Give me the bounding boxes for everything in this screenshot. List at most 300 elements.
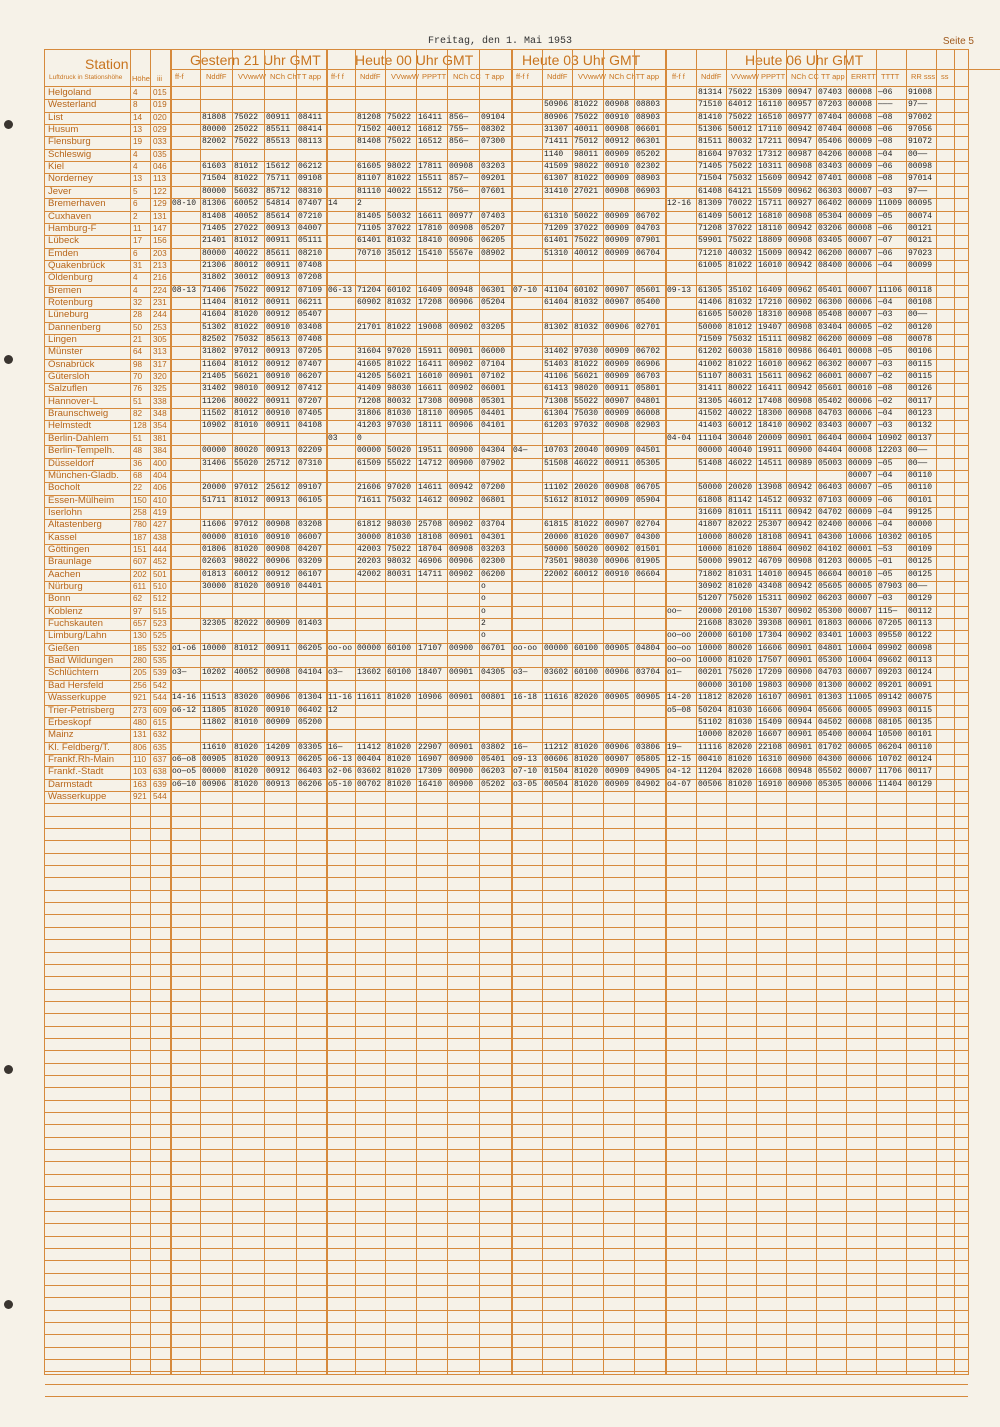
- obs-cell: 81020: [234, 705, 259, 715]
- obs-cell: 81020: [234, 779, 259, 789]
- station-name: Trier-Petrisberg: [48, 704, 115, 716]
- row-rule: [45, 840, 968, 841]
- obs-cell: 75012: [574, 137, 599, 147]
- station-height: 185: [133, 643, 147, 653]
- station-height: 4: [133, 162, 138, 172]
- obs-cell: 10902: [878, 433, 903, 443]
- obs-cell: 00074: [908, 211, 933, 221]
- obs-cell: 00909: [605, 347, 630, 357]
- obs-cell: 00902: [605, 544, 630, 554]
- obs-cell: 18108: [418, 532, 443, 542]
- obs-cell: 81012: [234, 643, 259, 653]
- obs-cell: 71405: [698, 162, 723, 172]
- obs-cell: 51107: [698, 372, 723, 382]
- obs-cell: 16411: [418, 112, 443, 122]
- obs-cell: 01806: [202, 544, 227, 554]
- obs-cell: 18809: [758, 236, 783, 246]
- obs-cell: 81030: [728, 705, 753, 715]
- obs-cell: 06402: [818, 199, 843, 209]
- obs-cell: 04801: [636, 396, 661, 406]
- obs-cell: 00909: [605, 767, 630, 777]
- obs-cell: 04-04: [667, 433, 692, 443]
- obs-cell: 31406: [202, 458, 227, 468]
- obs-cell: 10500: [878, 730, 903, 740]
- obs-cell: 00902: [449, 520, 474, 530]
- obs-cell: 11604: [202, 359, 227, 369]
- group-heute-06: Heute 06 Uhr GMT: [745, 52, 864, 68]
- station-name: Essen-Mülheim: [48, 494, 115, 506]
- station-index: 427: [153, 520, 167, 530]
- obs-cell: 19911: [758, 446, 783, 456]
- obs-cell: 55022: [574, 396, 599, 406]
- obs-cell: 00129: [908, 594, 933, 604]
- table-row: [45, 742, 968, 754]
- obs-cell: 07601: [481, 186, 506, 196]
- obs-cell: 75020: [728, 668, 753, 678]
- obs-cell: 06903: [636, 186, 661, 196]
- obs-cell: 81022: [574, 100, 599, 110]
- obs-cell: 00132: [908, 421, 933, 431]
- obs-cell: 30902: [698, 582, 723, 591]
- obs-cell: 81020: [234, 544, 259, 554]
- obs-cell: 5567e: [449, 248, 474, 258]
- obs-cell: 00982: [788, 335, 813, 344]
- obs-cell: 10703: [544, 446, 569, 456]
- col-heading: NCh CC: [791, 72, 819, 81]
- obs-cell: 00117: [908, 396, 933, 406]
- obs-cell: 00008: [848, 174, 873, 184]
- obs-cell: 04502: [818, 717, 843, 727]
- station-height: 22: [133, 483, 143, 493]
- obs-cell: 81020: [234, 754, 259, 764]
- obs-cell: 98030: [387, 520, 412, 530]
- station-index: 253: [153, 322, 167, 332]
- table-row: [45, 223, 968, 235]
- obs-cell: 04108: [298, 421, 323, 431]
- obs-cell: 00942: [788, 223, 813, 233]
- station-index: 532: [153, 643, 167, 653]
- obs-cell: 16608: [758, 767, 783, 777]
- obs-cell: 03404: [818, 322, 843, 332]
- obs-cell: 00908: [788, 409, 813, 419]
- table-row: [45, 87, 968, 99]
- obs-cell: 06701: [481, 643, 506, 653]
- obs-cell: 03602: [357, 767, 382, 777]
- obs-cell: 00927: [788, 199, 813, 209]
- obs-cell: 01813: [202, 569, 227, 579]
- obs-cell: 00902: [449, 569, 474, 579]
- obs-cell: 07205: [878, 619, 903, 629]
- obs-cell: 00000: [202, 532, 227, 542]
- obs-cell: 00986: [788, 347, 813, 357]
- obs-cell: 41403: [698, 421, 723, 431]
- obs-cell: 00——: [908, 446, 928, 456]
- obs-cell: o5-10: [328, 779, 353, 789]
- col-heading: ff-f f: [672, 72, 685, 81]
- obs-cell: 04401: [298, 582, 323, 591]
- table-row: [45, 618, 968, 630]
- obs-cell: 00908: [449, 396, 474, 406]
- obs-cell: 51207: [698, 594, 723, 604]
- station-index: 156: [153, 236, 167, 246]
- obs-cell: 43408: [758, 582, 783, 591]
- obs-cell: 00962: [788, 285, 813, 295]
- station-height: 4: [133, 149, 138, 159]
- obs-cell: 00908: [266, 544, 291, 554]
- obs-cell: 81020: [387, 767, 412, 777]
- obs-cell: o5—08: [667, 705, 692, 715]
- obs-cell: 857—: [449, 174, 469, 184]
- obs-cell: 71210: [698, 248, 723, 258]
- obs-cell: 20020: [728, 483, 753, 493]
- obs-cell: —03: [878, 421, 893, 431]
- obs-cell: 00007: [848, 310, 873, 320]
- row-rule: [45, 976, 968, 977]
- row-rule: [45, 1260, 968, 1261]
- obs-cell: 40032: [728, 248, 753, 258]
- row-rule: [45, 1371, 968, 1372]
- obs-cell: o3—: [172, 668, 187, 678]
- obs-cell: 14711: [418, 569, 443, 579]
- obs-cell: 00005: [848, 742, 873, 752]
- obs-cell: 02302: [636, 162, 661, 172]
- obs-cell: 37022: [387, 223, 412, 233]
- obs-cell: 00912: [266, 767, 291, 777]
- obs-cell: 16607: [758, 730, 783, 740]
- obs-cell: 75032: [234, 335, 259, 344]
- obs-cell: 06404: [818, 433, 843, 443]
- station-index: 354: [153, 421, 167, 431]
- obs-cell: 50020: [728, 310, 753, 320]
- obs-cell: 97012: [234, 347, 259, 357]
- obs-cell: 16—: [513, 742, 528, 752]
- obs-cell: 00005: [848, 557, 873, 567]
- obs-cell: 81022: [387, 359, 412, 369]
- obs-cell: 19511: [418, 446, 443, 456]
- obs-cell: 07401: [818, 174, 843, 184]
- obs-cell: 81011: [728, 507, 753, 517]
- obs-cell: o6-12: [172, 705, 197, 715]
- obs-cell: 15009: [758, 248, 783, 258]
- obs-cell: 00410: [698, 754, 723, 764]
- obs-cell: 05401: [818, 285, 843, 295]
- row-rule: [45, 1100, 968, 1101]
- station-height: 480: [133, 717, 147, 727]
- station-name: Frankf.-Stadt: [48, 766, 104, 778]
- obs-cell: 00905: [449, 409, 474, 419]
- table-row: [45, 680, 968, 692]
- obs-cell: 75020: [728, 594, 753, 604]
- station-name: Hannover-L: [48, 395, 99, 407]
- obs-cell: 00009: [848, 495, 873, 505]
- obs-cell: 10000: [698, 643, 723, 653]
- obs-cell: 14511: [758, 458, 783, 468]
- weather-table: [44, 49, 969, 1375]
- obs-cell: o: [481, 582, 486, 591]
- obs-cell: 01803: [818, 619, 843, 629]
- obs-cell: 16410: [418, 779, 443, 789]
- obs-cell: 00126: [908, 384, 933, 394]
- table-row: [45, 149, 968, 161]
- obs-cell: 09902: [878, 643, 903, 653]
- obs-cell: 60030: [728, 347, 753, 357]
- obs-cell: 06402: [298, 705, 323, 715]
- obs-cell: 71611: [357, 495, 382, 505]
- station-index: 515: [153, 606, 167, 616]
- obs-cell: 04301: [481, 532, 506, 542]
- obs-cell: 00911: [266, 297, 291, 307]
- obs-cell: 07208: [298, 273, 323, 283]
- col-heading: NddfF: [701, 72, 722, 81]
- obs-cell: 16310: [758, 754, 783, 764]
- station-height: 76: [133, 384, 143, 394]
- station-name: Hamburg-F: [48, 222, 97, 234]
- obs-cell: 755—: [449, 125, 469, 135]
- station-height: 51: [133, 433, 143, 443]
- obs-cell: —02: [878, 396, 893, 406]
- obs-cell: 00901: [788, 619, 813, 629]
- obs-cell: 04300: [818, 532, 843, 542]
- obs-cell: 06702: [636, 347, 661, 357]
- station-name: Wasserkuppe: [48, 790, 107, 802]
- obs-cell: 81110: [357, 186, 382, 196]
- station-index: 131: [153, 211, 167, 221]
- row-rule: [45, 890, 968, 891]
- obs-cell: 00906: [266, 693, 291, 703]
- obs-cell: 81020: [234, 582, 259, 591]
- obs-cell: 00006: [848, 297, 873, 307]
- obs-cell: 04703: [636, 223, 661, 233]
- obs-cell: 10000: [698, 544, 723, 554]
- obs-cell: 54814: [266, 199, 291, 209]
- obs-cell: 00911: [266, 396, 291, 406]
- obs-cell: 00908: [605, 483, 630, 493]
- obs-cell: 81020: [574, 532, 599, 542]
- obs-cell: 12203: [878, 446, 903, 456]
- obs-cell: 61812: [357, 520, 382, 530]
- station-height: 17: [133, 236, 143, 246]
- row-rule: [45, 1285, 968, 1286]
- col-heading: NddfF: [547, 72, 568, 81]
- station-name: Bad Wildungen: [48, 655, 114, 667]
- row-rule: [45, 1001, 968, 1002]
- obs-cell: 00912: [266, 285, 291, 295]
- col-heading: T app: [640, 72, 660, 81]
- obs-cell: 81022: [574, 174, 599, 184]
- obs-cell: 41002: [698, 359, 723, 369]
- station-index: 216: [153, 273, 167, 283]
- obs-cell: 00006: [848, 619, 873, 629]
- row-rule: [45, 1384, 968, 1385]
- obs-cell: 27022: [234, 223, 259, 233]
- obs-cell: 61605: [698, 310, 723, 320]
- obs-cell: 00124: [908, 754, 933, 764]
- obs-cell: —05: [878, 211, 893, 221]
- row-rule: [45, 1026, 968, 1027]
- obs-cell: 10004: [848, 656, 873, 666]
- station-height: 151: [133, 544, 147, 554]
- station-name: Kl. Feldberg/T.: [48, 741, 110, 753]
- obs-cell: 81314: [698, 88, 723, 97]
- obs-cell: 61409: [698, 211, 723, 221]
- station-index: 320: [153, 372, 167, 382]
- station-index: 539: [153, 668, 167, 678]
- obs-cell: 09104: [481, 112, 506, 122]
- obs-cell: 61509: [357, 458, 382, 468]
- obs-cell: 03704: [481, 520, 506, 530]
- station-index: 381: [153, 433, 167, 443]
- obs-cell: 50204: [698, 705, 723, 715]
- obs-cell: 00120: [908, 322, 933, 332]
- station-height: 131: [133, 730, 147, 740]
- obs-cell: 00909: [605, 495, 630, 505]
- station-index: 224: [153, 285, 167, 295]
- obs-cell: 07300: [481, 137, 506, 147]
- station-name: Norderney: [48, 173, 93, 185]
- obs-cell: —05: [878, 458, 893, 468]
- obs-cell: 07412: [298, 384, 323, 394]
- station-name: Dannenberg: [48, 321, 101, 333]
- obs-cell: —03: [878, 186, 893, 196]
- page-number: Seite 5: [942, 36, 974, 47]
- obs-cell: 15309: [758, 88, 783, 97]
- obs-cell: 30000: [202, 582, 227, 591]
- obs-cell: 17304: [758, 631, 783, 641]
- obs-cell: 00913: [266, 779, 291, 789]
- obs-cell: 81032: [387, 297, 412, 307]
- row-rule: [45, 1334, 968, 1335]
- table-row: [45, 791, 968, 803]
- obs-cell: 13908: [758, 483, 783, 493]
- obs-cell: 13602: [357, 668, 382, 678]
- obs-cell: 00909: [266, 619, 291, 629]
- obs-cell: 11102: [544, 483, 569, 493]
- obs-cell: 60100: [387, 668, 412, 678]
- obs-cell: 07203: [818, 100, 843, 110]
- obs-cell: 06702: [636, 211, 661, 221]
- obs-cell: 41409: [357, 384, 382, 394]
- obs-cell: 07403: [818, 88, 843, 97]
- obs-cell: 81012: [234, 495, 259, 505]
- obs-cell: 06-13: [328, 285, 353, 295]
- obs-cell: 11206: [202, 396, 227, 406]
- obs-cell: 07902: [481, 458, 506, 468]
- obs-cell: 91072: [908, 137, 933, 147]
- obs-cell: 40012: [574, 248, 599, 258]
- station-name: Helgoland: [48, 87, 92, 98]
- obs-cell: 75022: [234, 112, 259, 122]
- obs-cell: 97——: [908, 100, 928, 110]
- obs-cell: o7-10: [513, 767, 538, 777]
- obs-cell: 83020: [234, 693, 259, 703]
- obs-cell: 25022: [234, 125, 259, 135]
- obs-cell: 82020: [728, 730, 753, 740]
- row-rule: [45, 828, 968, 829]
- obs-cell: 75022: [728, 88, 753, 97]
- station-name: Berlin-Dahlem: [48, 432, 109, 444]
- station-height: 202: [133, 569, 147, 579]
- obs-cell: 00006: [848, 520, 873, 530]
- table-row: [45, 692, 968, 704]
- obs-cell: 60100: [574, 668, 599, 678]
- obs-cell: 00909: [605, 174, 630, 184]
- obs-cell: 81020: [728, 544, 753, 554]
- obs-cell: 50000: [698, 483, 723, 493]
- obs-cell: 50000: [544, 544, 569, 554]
- obs-cell: 00000: [202, 446, 227, 456]
- obs-cell: 00910: [266, 705, 291, 715]
- station-height: 110: [133, 754, 147, 764]
- obs-cell: 71204: [357, 285, 382, 295]
- obs-cell: 00702: [357, 779, 382, 789]
- obs-cell: 16907: [418, 754, 443, 764]
- obs-cell: 00907: [605, 396, 630, 406]
- obs-cell: 11-16: [328, 693, 353, 703]
- station-index: 020: [153, 112, 167, 122]
- obs-cell: 00977: [449, 211, 474, 221]
- obs-cell: 75022: [728, 112, 753, 122]
- obs-cell: 11802: [202, 717, 227, 727]
- obs-cell: 97023: [908, 248, 933, 258]
- obs-cell: 00000: [357, 446, 382, 456]
- row-rule: [45, 853, 968, 854]
- obs-cell: 71208: [357, 396, 382, 406]
- obs-cell: 81306: [202, 199, 227, 209]
- obs-cell: 00910: [605, 569, 630, 579]
- obs-cell: 06300: [818, 297, 843, 307]
- obs-cell: 05300: [818, 606, 843, 616]
- obs-cell: 04304: [481, 446, 506, 456]
- obs-cell: 00909: [605, 223, 630, 233]
- col-heading: VVwwW: [731, 72, 759, 81]
- obs-cell: 00110: [908, 470, 933, 480]
- obs-cell: 00123: [908, 409, 933, 419]
- obs-cell: 99012: [728, 557, 753, 567]
- obs-cell: 05601: [818, 384, 843, 394]
- obs-cell: 00947: [788, 137, 813, 147]
- table-row: [45, 470, 968, 482]
- obs-cell: 97014: [908, 174, 933, 184]
- obs-cell: 04207: [298, 544, 323, 554]
- obs-cell: 00901: [788, 433, 813, 443]
- obs-cell: 50020: [574, 544, 599, 554]
- obs-cell: 97012: [234, 483, 259, 493]
- table-row: [45, 729, 968, 741]
- station-index: 305: [153, 335, 167, 344]
- obs-cell: 08903: [636, 174, 661, 184]
- obs-cell: 41509: [544, 162, 569, 172]
- obs-cell: 00908: [788, 211, 813, 221]
- obs-cell: 08-13: [172, 285, 197, 295]
- obs-cell: 11204: [698, 767, 723, 777]
- obs-cell: 06107: [298, 569, 323, 579]
- obs-cell: 10006: [848, 532, 873, 542]
- obs-cell: 00906: [605, 322, 630, 332]
- obs-cell: 00008: [848, 112, 873, 122]
- obs-cell: 03403: [818, 421, 843, 431]
- obs-cell: 00942: [788, 582, 813, 591]
- obs-cell: 61203: [544, 421, 569, 431]
- obs-cell: 00947: [788, 88, 813, 97]
- obs-cell: 00007: [848, 594, 873, 604]
- obs-cell: 00909: [266, 717, 291, 727]
- obs-cell: 2: [357, 199, 362, 209]
- col-heading: ff-f f: [331, 72, 344, 81]
- obs-cell: 00901: [449, 742, 474, 752]
- obs-cell: 04—: [513, 446, 528, 456]
- obs-cell: 70022: [728, 199, 753, 209]
- obs-cell: —03: [878, 310, 893, 320]
